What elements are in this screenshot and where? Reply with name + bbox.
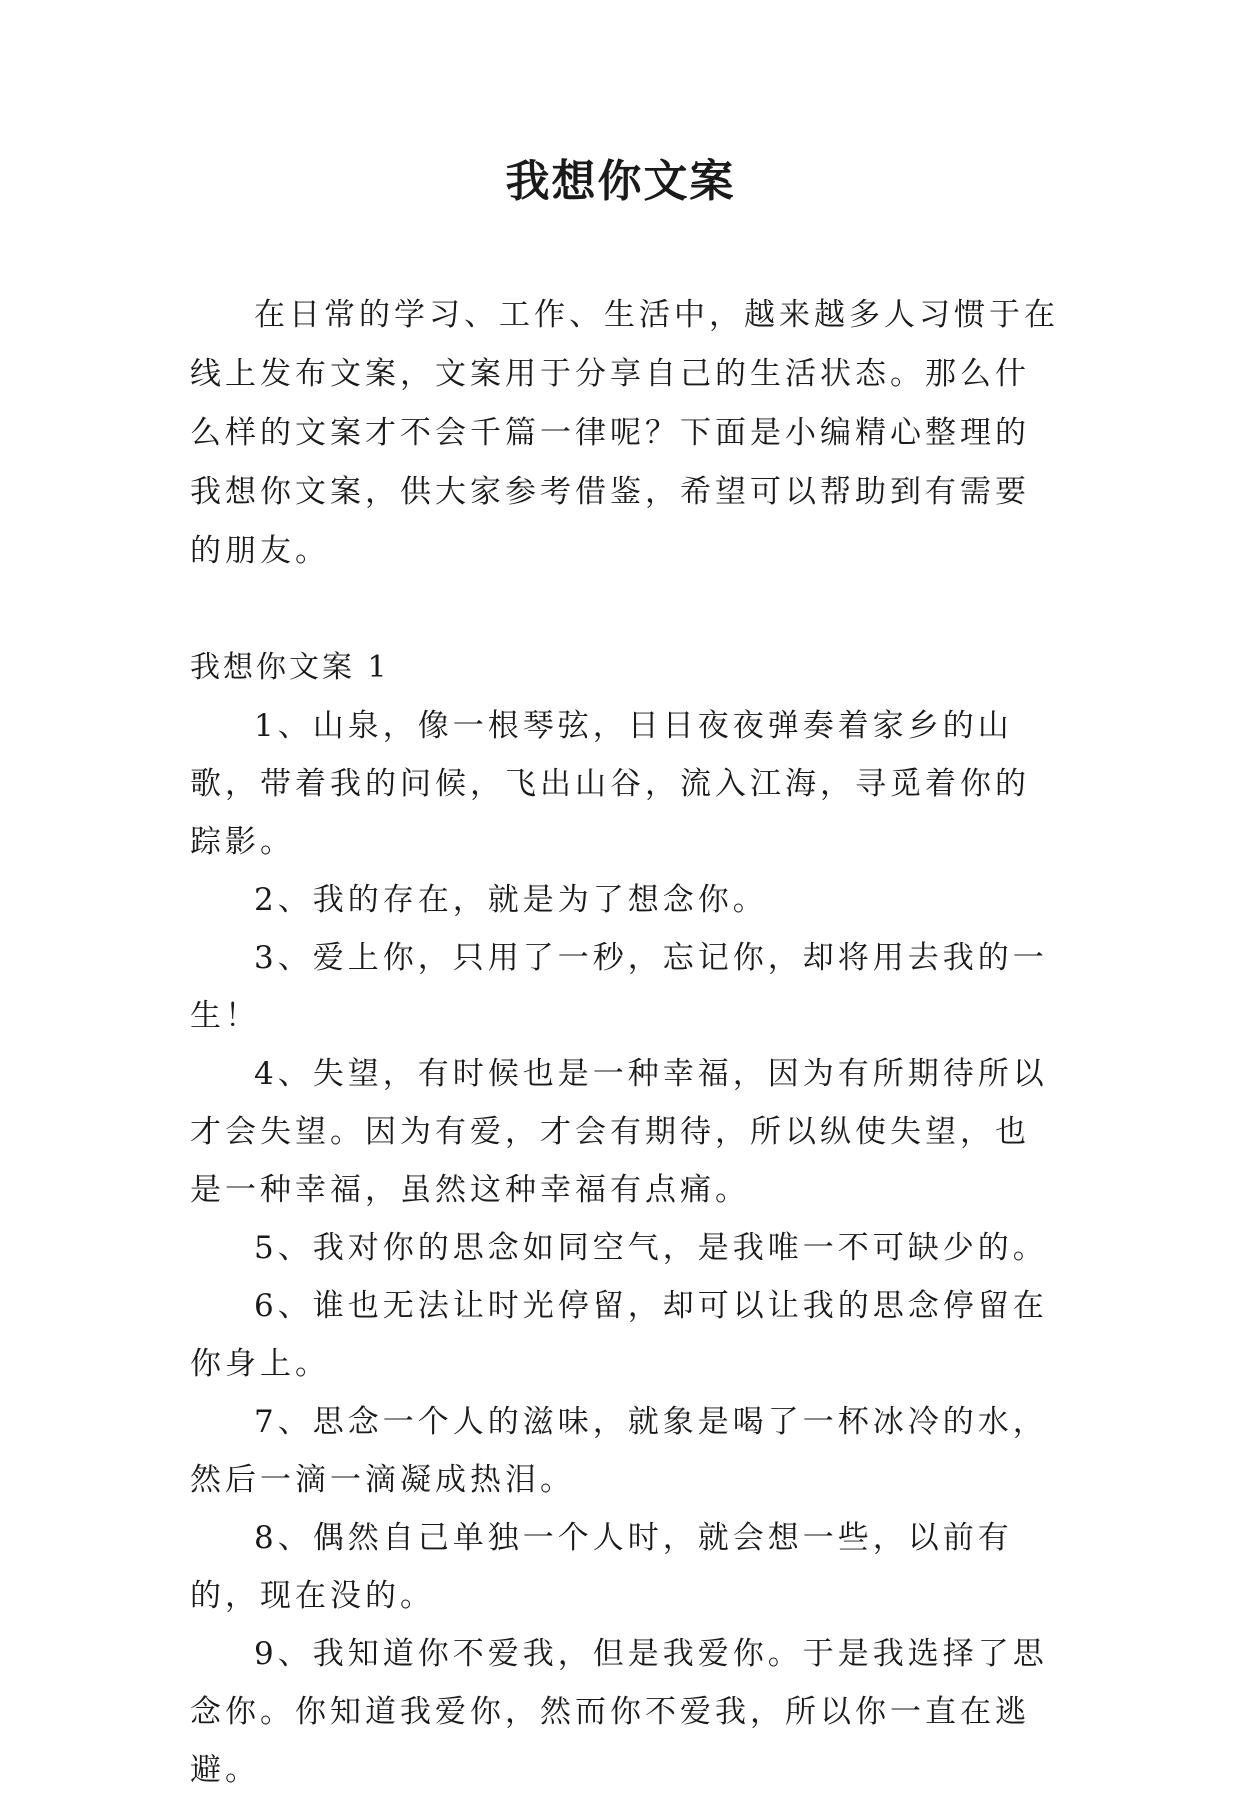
list-item: 3、爱上你，只用了一秒，忘记你，却将用去我的一生！ [190, 940, 1048, 1034]
list-item: 1、山泉，像一根琴弦，日日夜夜弹奏着家乡的山歌，带着我的问候，飞出山谷，流入江海，寻觅着你的踪影。 [190, 708, 1030, 860]
list-item: 8、偶然自己单独一个人时，就会想一些，以前有的，现在没的。 [190, 1520, 1013, 1614]
list-item: 4、失望，有时候也是一种幸福，因为有所期待所以才会失望。因为有爱，才会有期待，所以纵使失望，也是一种幸福，虽然这种幸福有点痛。 [190, 1056, 1048, 1208]
document-body [190, 286, 1060, 1799]
page-title: 我想你文案 [505, 156, 736, 207]
intro-paragraph: 在日常的学习、工作、生活中，越来越多人习惯于在线上发布文案，文案用于分享自己的生活状态。那么什么样的文案才不会千篇一律呢？下面是小编精心整理的我想你文案，供大家参考借鉴，希望可以帮助到有需要的朋友。 [190, 297, 1059, 569]
list-item: 9、我知道你不爱我，但是我爱你。于是我选择了思念你。你知道我爱你，然而你不爱我，所以你一直在逃避。 [190, 1636, 1048, 1788]
list-item: 6、谁也无法让时光停留，却可以让我的思念停留在你身上。 [190, 1288, 1048, 1382]
list-item: 2、我的存在，就是为了想念你。 [254, 882, 768, 918]
list-item: 7、思念一个人的滋味，就象是喝了一杯冰冷的水，然后一滴一滴凝成热泪。 [190, 1404, 1048, 1498]
list-item: 5、我对你的思念如同空气，是我唯一不可缺少的。 [254, 1230, 1048, 1266]
section-heading: 我想你文案 1 [190, 650, 390, 685]
